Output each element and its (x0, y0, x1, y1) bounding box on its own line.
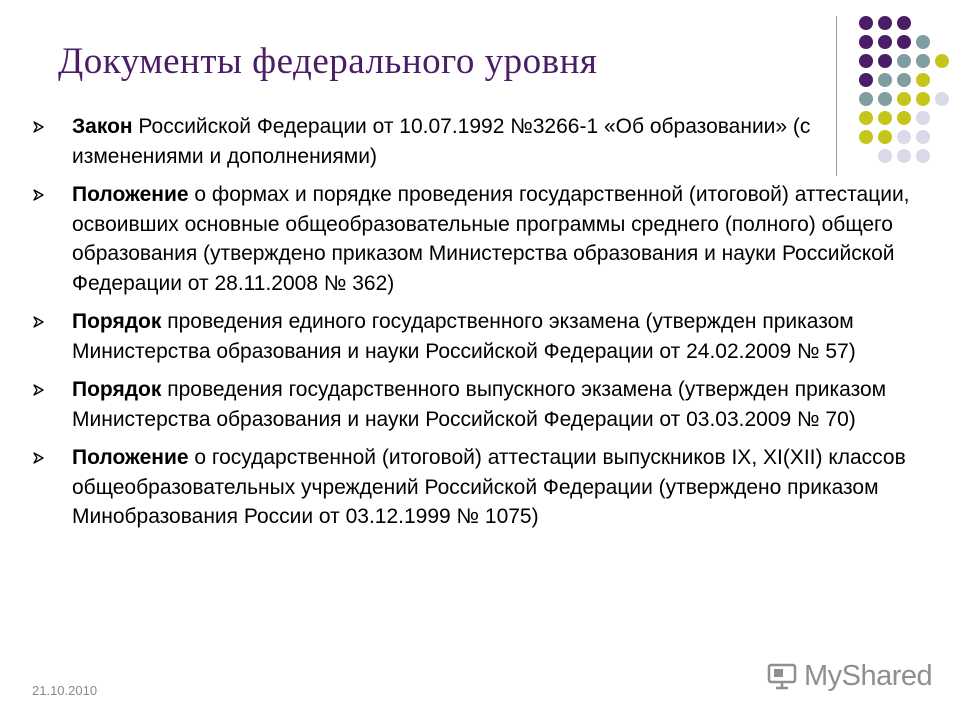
arrow-bullet-icon (32, 383, 46, 397)
arrow-bullet-icon (32, 451, 46, 465)
decor-dot (878, 35, 892, 49)
decor-dot (878, 92, 892, 106)
item-text: о формах и порядке проведения государственной (итоговой) аттестации, освоивших основные общеобразовательные программы среднего (полного) общего образования (утверждено приказом Министерства образования и науки Российской Федерации от 28.11.2008 № 362) (72, 183, 910, 295)
list-item (32, 375, 942, 434)
presentation-icon (766, 660, 798, 692)
list-item (32, 443, 942, 532)
decor-dot (878, 54, 892, 68)
myshared-logo[interactable] (766, 656, 932, 696)
decor-dot (897, 35, 911, 49)
list-item (32, 180, 942, 298)
document-list (32, 112, 942, 541)
decor-dot (878, 73, 892, 87)
decor-dot (859, 35, 873, 49)
item-text: о государственной (итоговой) аттестации выпускников IX, XI(XII) классов общеобразовательных учреждений Российской Федерации (утверждено приказом Минобразования России от 03.12.1999 № 1075) (72, 446, 906, 528)
arrow-bullet-icon (32, 188, 46, 202)
decor-dot (916, 35, 930, 49)
item-keyword: Положение (72, 183, 189, 206)
decor-dot (859, 92, 873, 106)
list-item (32, 307, 942, 366)
arrow-bullet-icon (32, 120, 46, 134)
decor-dot (916, 92, 930, 106)
decor-dot (859, 16, 873, 30)
logo-text: MyShared (804, 659, 933, 692)
slide-title: Документы федерального уровня (58, 41, 598, 82)
decor-dot (916, 54, 930, 68)
decor-dot (878, 16, 892, 30)
decor-dot (935, 92, 949, 106)
decor-dot (897, 16, 911, 30)
slide-date: 21.10.2010 (32, 683, 98, 698)
item-text: проведения единого государственного экзамена (утвержден приказом Министерства образования и науки Российской Федерации от 24.02.2009 № 57) (72, 310, 856, 363)
decor-dot (859, 73, 873, 87)
decor-dot (916, 73, 930, 87)
decor-dot (897, 73, 911, 87)
item-keyword: Порядок (72, 310, 162, 333)
list-item (32, 112, 942, 171)
decor-dot (897, 92, 911, 106)
item-keyword: Закон (72, 115, 133, 138)
arrow-bullet-icon (32, 315, 46, 329)
item-keyword: Положение (72, 446, 189, 469)
item-keyword: Порядок (72, 378, 162, 401)
item-text: проведения государственного выпускного экзамена (утвержден приказом Министерства образования и науки Российской Федерации от 03.03.2009 № 70) (72, 378, 887, 431)
decor-dot (935, 54, 949, 68)
decor-dot (859, 54, 873, 68)
decor-dot (897, 54, 911, 68)
item-text: Российской Федерации от 10.07.1992 №3266-1 «Об образовании» (с изменениями и дополнениями) (72, 115, 811, 168)
